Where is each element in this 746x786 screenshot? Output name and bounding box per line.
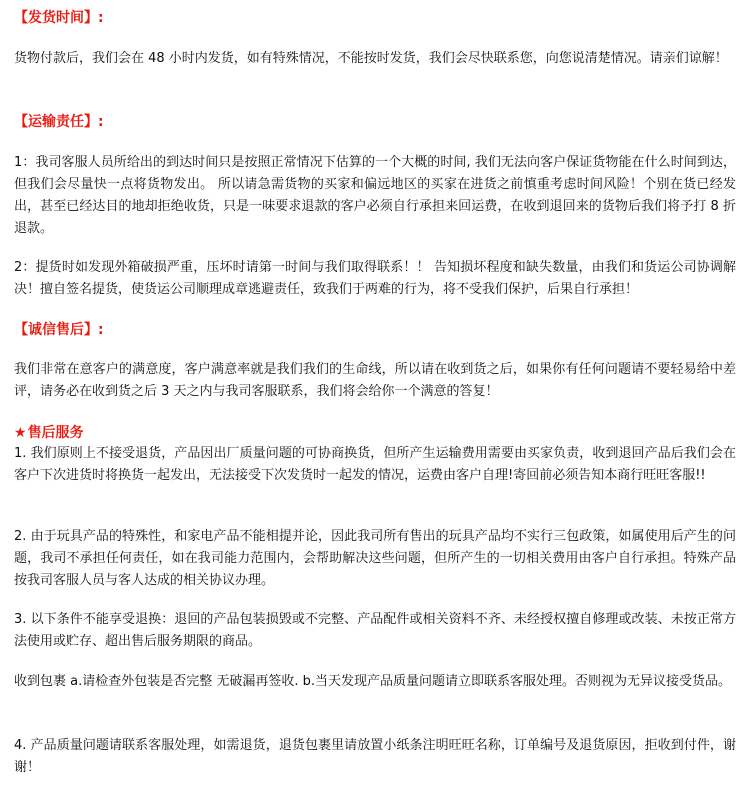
- transport-paragraph-1: 1：我司客服人员所给出的到达时间只是按照正常情况下估算的一个大概的时间, 我们无法向客户保证货物能在什么时间到达，但我们会尽量快一点将货物发出。 所以请急需货物的买家和偏远地区的买家在进货之前慎重考虑时间风险！个别在货已经发出，甚至已经达目的地却拒绝收货，只是一味要求退款的客户必须自行承担来回运费，在收到退回来的货物后我们将予打 8 折退款。: [14, 155, 736, 236]
- transport-heading: 【运输责任】:: [14, 114, 104, 130]
- after-sales-paragraph-5: 4. 产品质量问题请联系客服处理，如需退货，退货包裹里请放置小纸条注明旺旺名称，订单编号及退货原因，拒收到付件，谢谢！: [14, 738, 736, 775]
- after-sales-paragraph-3: 3. 以下条件不能享受退换：退回的产品包装损毁或不完整、产品配件或相关资料不齐、未经授权擅自修理或改装、未按正常方法使用或贮存、超出售后服务期限的商品。: [14, 612, 736, 649]
- after-sales-heading: [14, 422, 84, 444]
- after-sales-paragraph-1: 1. 我们原则上不接受退货，产品因出厂质量问题的可协商换货，但所产生运输费用需要由买家负责，收到退回产品后我们会在客户下次进货时将换货一起发出，无法接受下次发货时一起发的情况，运费由客户自理!寄回前必须告知本商行旺旺客服!!: [14, 446, 736, 483]
- after-sales-paragraph-4: 收到包裹 a.请检查外包装是否完整 无破漏再签收. b.当天发现产品质量问题请立即联系客服处理。否则视为无异议接受货品。: [14, 674, 732, 689]
- honest-service-text: 我们非常在意客户的满意度，客户满意率就是我们我们的生命线，所以请在收到货之后，如果你有任何问题请不要轻易给中差评，请务必在收到货之后 3 天之内与我司客服联系，我们将会给你一个满意的答复！: [14, 362, 736, 399]
- after-sales-paragraph-2: 2. 由于玩具产品的特殊性，和家电产品不能相提并论，因此我司所有售出的玩具产品均不实行三包政策，如属使用后产生的问题，我司不承担任何责任，如在我司能力范围内，会帮助解决这些问题，但所产生的一切相关费用由客户自行承担。特殊产品按我司客服人员与客人达成的相关协议办理。: [14, 529, 736, 588]
- after-sales-title: 售后服务: [27, 425, 84, 441]
- honest-service-heading: 【诚信售后】:: [14, 322, 104, 338]
- shipping-time-text: 货物付款后，我们会在 48 小时内发货，如有特殊情况，不能按时发货，我们会尽快联系您，向您说清楚情况。请亲们谅解！: [14, 51, 728, 66]
- shipping-time-heading: 【发货时间】:: [14, 10, 104, 26]
- star-icon: ★: [14, 425, 27, 441]
- transport-paragraph-2: 2：提货时如发现外箱破损严重，压坏时请第一时间与我们取得联系！！ 告知损坏程度和缺失数量，由我们和货运公司协调解决！擅自签名提货，使货运公司顺理成章逃避责任，致我们于两难的行为，将不受我们保护，后果自行承担！: [14, 260, 736, 297]
